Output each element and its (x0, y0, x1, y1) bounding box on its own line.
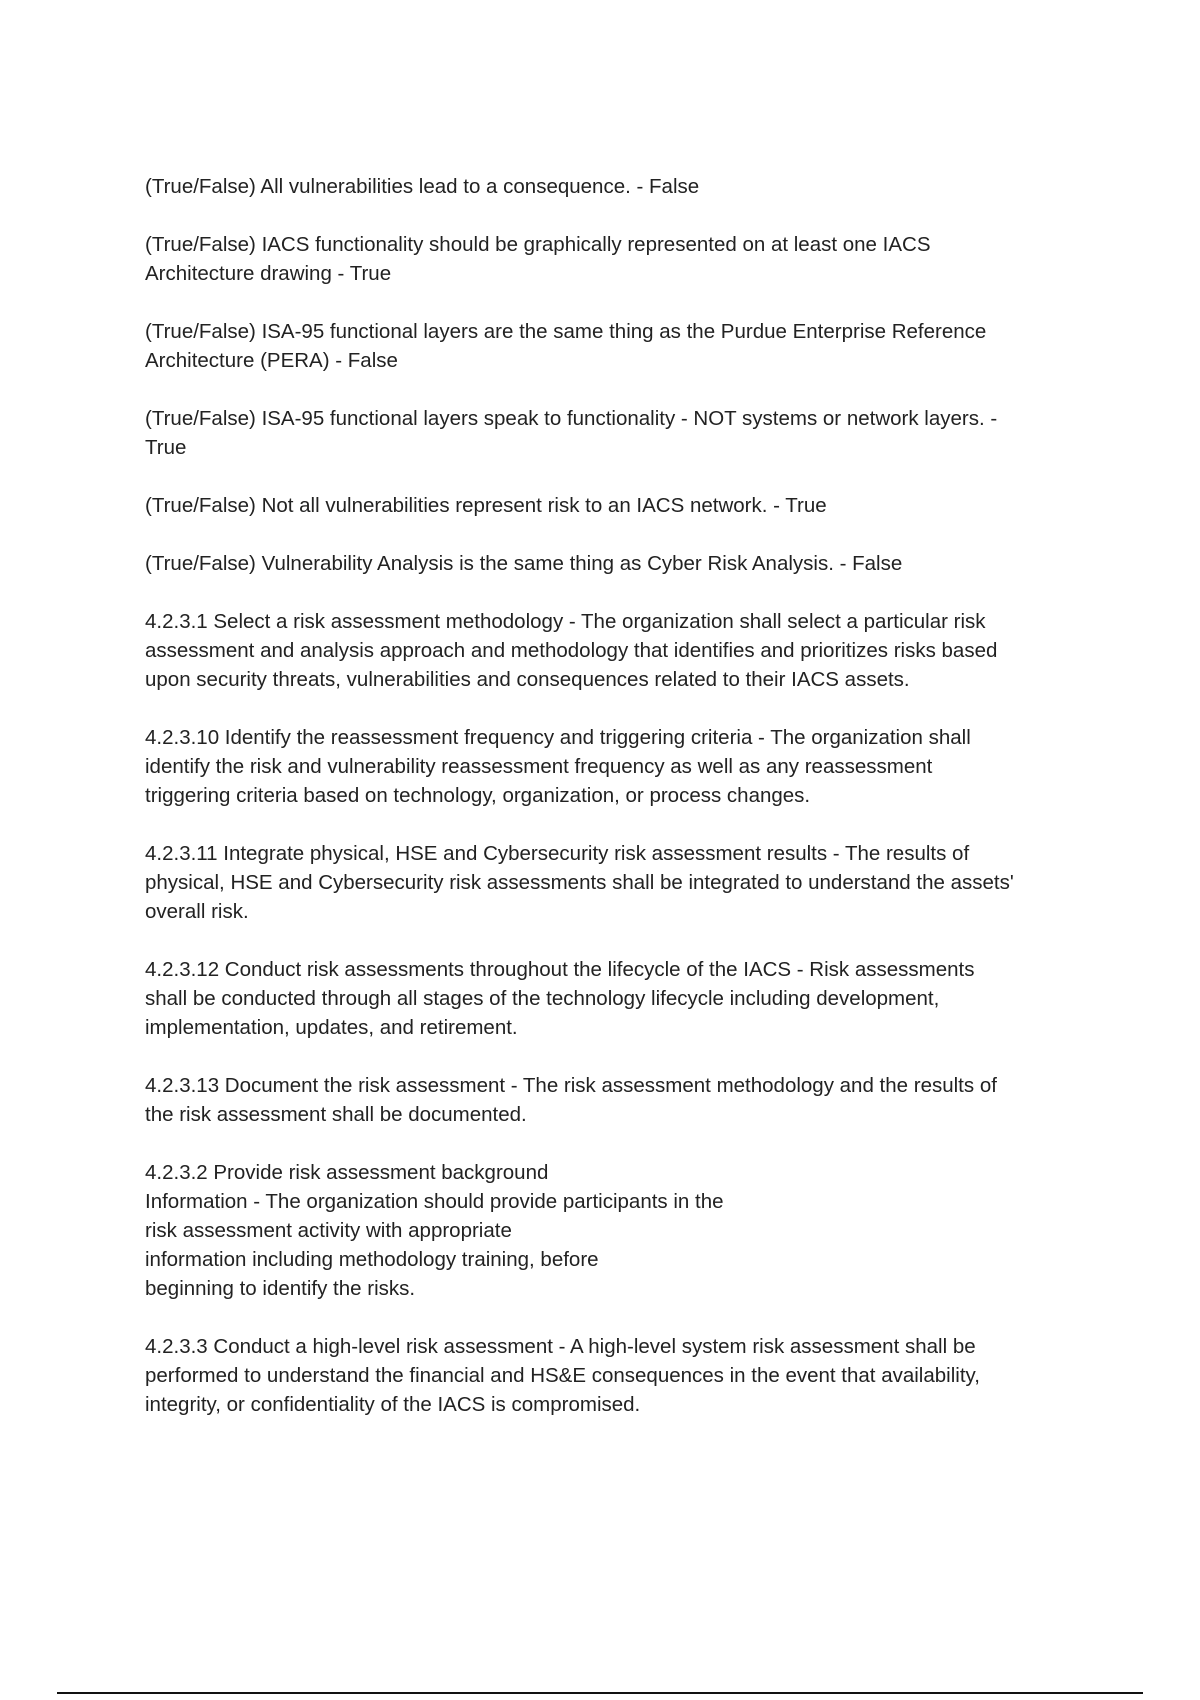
text-line: risk assessment activity with appropriate (145, 1219, 512, 1242)
text-line: 4.2.3.13 Document the risk assessment - The risk assessment methodology and the results of (145, 1074, 997, 1097)
text-line: (True/False) ISA-95 functional layers are the same thing as the Purdue Enterprise Reference (145, 320, 987, 343)
paragraph-true-false-4 (145, 404, 1095, 462)
text-line: 4.2.3.10 Identify the reassessment frequency and triggering criteria - The organization shall (145, 726, 971, 749)
paragraph-4-2-3-12 (145, 955, 1095, 1042)
text-line: (True/False) Not all vulnerabilities represent risk to an IACS network. - True (145, 494, 827, 517)
text-line: Architecture (PERA) - False (145, 349, 398, 372)
text-line: triggering criteria based on technology, organization, or process changes. (145, 784, 811, 807)
text-line: shall be conducted through all stages of the technology lifecycle including development, (145, 987, 940, 1010)
text-line: implementation, updates, and retirement. (145, 1016, 518, 1039)
paragraph-true-false-2 (145, 230, 1095, 288)
paragraph-4-2-3-2 (145, 1158, 1095, 1303)
text-line: overall risk. (145, 900, 249, 923)
text-line: information including methodology training, before (145, 1248, 599, 1271)
paragraph-4-2-3-3 (145, 1332, 1095, 1419)
text-line: the risk assessment shall be documented. (145, 1103, 527, 1126)
text-line: Information - The organization should provide participants in the (145, 1190, 724, 1213)
text-line: beginning to identify the risks. (145, 1277, 416, 1300)
text-line: Architecture drawing - True (145, 262, 392, 285)
paragraph-4-2-3-1 (145, 607, 1095, 694)
text-line: assessment and analysis approach and methodology that identifies and prioritizes risks based (145, 639, 998, 662)
text-line: (True/False) All vulnerabilities lead to a consequence. - False (145, 175, 700, 198)
text-line: 4.2.3.11 Integrate physical, HSE and Cybersecurity risk assessment results - The results of (145, 842, 970, 865)
text-line: integrity, or confidentiality of the IACS is compromised. (145, 1393, 641, 1416)
paragraph-true-false-5 (145, 491, 1095, 520)
text-line: 4.2.3.3 Conduct a high-level risk assessment - A high-level system risk assessment shall be (145, 1335, 976, 1358)
page-bottom-rule (57, 1692, 1143, 1694)
paragraph-true-false-1 (145, 172, 1095, 201)
text-line: 4.2.3.2 Provide risk assessment background (145, 1161, 549, 1184)
text-line: 4.2.3.1 Select a risk assessment methodology - The organization shall select a particular risk (145, 610, 986, 633)
paragraph-4-2-3-11 (145, 839, 1095, 926)
text-line: (True/False) IACS functionality should be graphically represented on at least one IACS (145, 233, 931, 256)
text-line: True (145, 436, 187, 459)
text-line: (True/False) Vulnerability Analysis is the same thing as Cyber Risk Analysis. - False (145, 552, 903, 575)
text-line: physical, HSE and Cybersecurity risk assessments shall be integrated to understand the assets' (145, 871, 1014, 894)
document-body (145, 172, 1095, 1448)
text-line: performed to understand the financial and HS&E consequences in the event that availability, (145, 1364, 980, 1387)
text-line: upon security threats, vulnerabilities and consequences related to their IACS assets. (145, 668, 910, 691)
paragraph-true-false-6 (145, 549, 1095, 578)
text-line: (True/False) ISA-95 functional layers speak to functionality - NOT systems or network layers. - (145, 407, 998, 430)
paragraph-4-2-3-13 (145, 1071, 1095, 1129)
text-line: identify the risk and vulnerability reassessment frequency as well as any reassessment (145, 755, 933, 778)
paragraph-true-false-3 (145, 317, 1095, 375)
text-line: 4.2.3.12 Conduct risk assessments throughout the lifecycle of the IACS - Risk assessments (145, 958, 975, 981)
paragraph-4-2-3-10 (145, 723, 1095, 810)
